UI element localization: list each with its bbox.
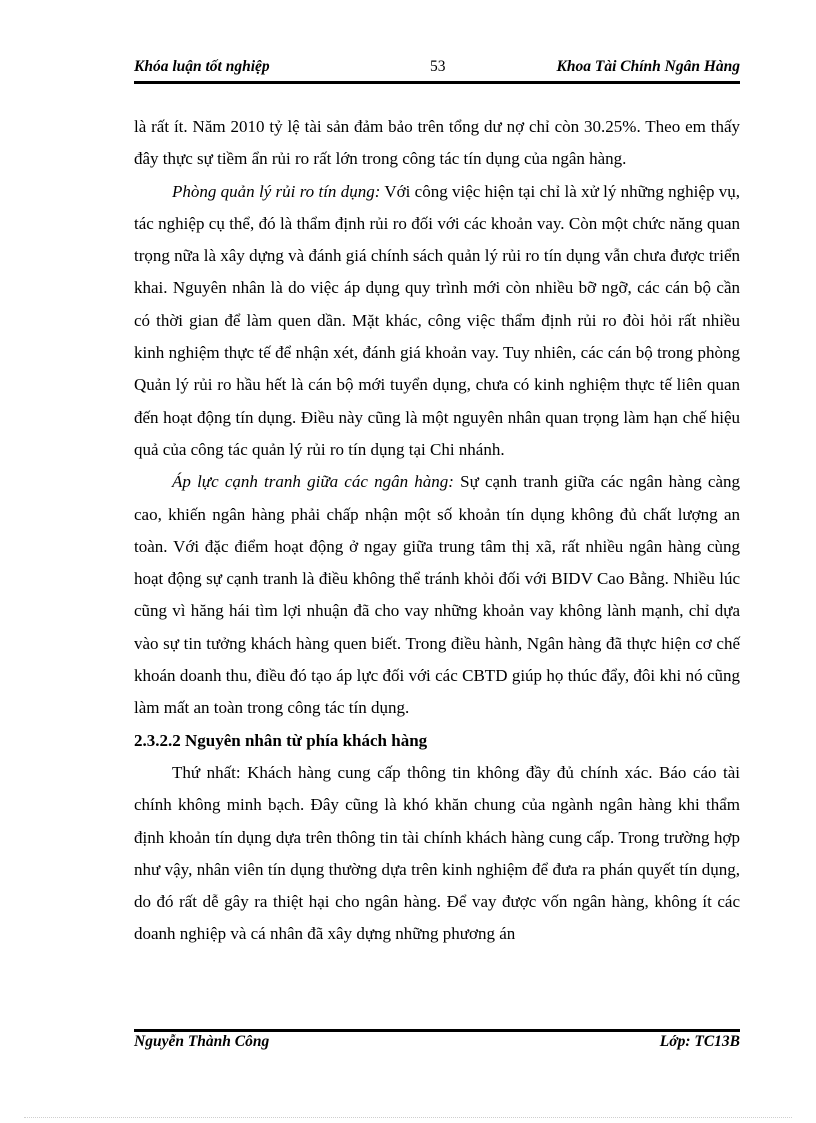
paragraph-3 — [134, 466, 740, 724]
paragraph-2 — [134, 176, 740, 467]
paragraph-1: là rất ít. Năm 2010 tỷ lệ tài sản đảm bảo trên tổng dư nợ chỉ còn 30.25%. Theo em thấy đây thực sự tiềm ẩn rủi ro rất lớn trong công tác tín dụng của ngân hàng. — [134, 117, 740, 169]
footer-rule — [134, 1029, 740, 1032]
body-text — [134, 111, 740, 951]
paragraph-3-lead: Áp lực cạnh tranh giữa các ngân hàng: — [172, 472, 454, 492]
page-header — [134, 58, 740, 80]
footer-class: Lớp: TC13B — [659, 1033, 740, 1050]
header-rule — [134, 81, 740, 84]
paragraph-3-body: Sự cạnh tranh giữa các ngân hàng càng cao, khiến ngân hàng phải chấp nhận một số khoản tín dụng không đủ chất lượng an toàn. Với đặc điểm hoạt động ở ngay giữa trung tâm thị xã, rất nhiều ngân hàng cùng hoạt động sự cạnh tranh là điều không thể tránh khỏi đối với BIDV Cao Bằng. Nhiều lúc cũng vì hăng hái tìm lợi nhuận đã cho vay những khoản vay không lành mạnh, chỉ dựa vào sự tin tưởng khách hàng quen biết. Trong điều hành, Ngân hàng đã thực hiện cơ chế khoán doanh thu, điều đó tạo áp lực đối với các CBTD giúp họ thúc đẩy, đôi khi nó cũng làm mất an toàn trong công tác tín dụng. — [134, 472, 740, 718]
paragraph-2-body: Với công việc hiện tại chỉ là xử lý những nghiệp vụ, tác nghiệp cụ thể, đó là thẩm định rủi ro đối với các khoản vay. Còn một chức năng quan trọng nữa là xây dựng và đánh giá chính sách quản lý rủi ro tín dụng vẫn chưa được triển khai. Nguyên nhân là do việc áp dụng quy trình mới còn nhiều bỡ ngỡ, các cán bộ cần có thời gian để làm quen dần. Mặt khác, công việc thẩm định rủi ro đòi hỏi rất nhiều kinh nghiệm thực tế để nhận xét, đánh giá khoản vay. Tuy nhiên, các cán bộ trong phòng Quản lý rủi ro hầu hết là cán bộ mới tuyển dụng, chưa có kinh nghiệm thực tế liên quan đến hoạt động tín dụng. Điều này cũng là một nguyên nhân quan trọng làm hạn chế hiệu quả của công tác quản lý rủi ro tín dụng tại Chi nhánh. — [134, 181, 740, 459]
page-footer — [134, 1033, 740, 1055]
section-heading: 2.3.2.2 Nguyên nhân từ phía khách hàng — [134, 730, 428, 750]
footer-author: Nguyễn Thành Công — [134, 1033, 270, 1050]
header-thesis-title: Khóa luận tốt nghiệp — [134, 58, 270, 75]
header-faculty: Khoa Tài Chính Ngân Hàng — [556, 58, 740, 75]
page-number: 53 — [430, 58, 446, 75]
paragraph-2-lead: Phòng quản lý rủi ro tín dụng: — [172, 181, 381, 201]
page-bottom-border — [24, 1117, 792, 1118]
paragraph-4: Thứ nhất: Khách hàng cung cấp thông tin không đầy đủ chính xác. Báo cáo tài chính không minh bạch. Đây cũng là khó khăn chung của ngành ngân hàng khi thẩm định khoản tín dụng dựa trên thông tin tài chính khách hàng cung cấp. Trong trường hợp như vậy, nhân viên tín dụng thường dựa trên kinh nghiệm để đưa ra phán quyết tín dụng, do đó rất dễ gây ra thiệt hại cho ngân hàng. Để vay được vốn ngân hàng, không ít các doanh nghiệp và cá nhân đã xây dựng những phương án — [134, 762, 740, 944]
